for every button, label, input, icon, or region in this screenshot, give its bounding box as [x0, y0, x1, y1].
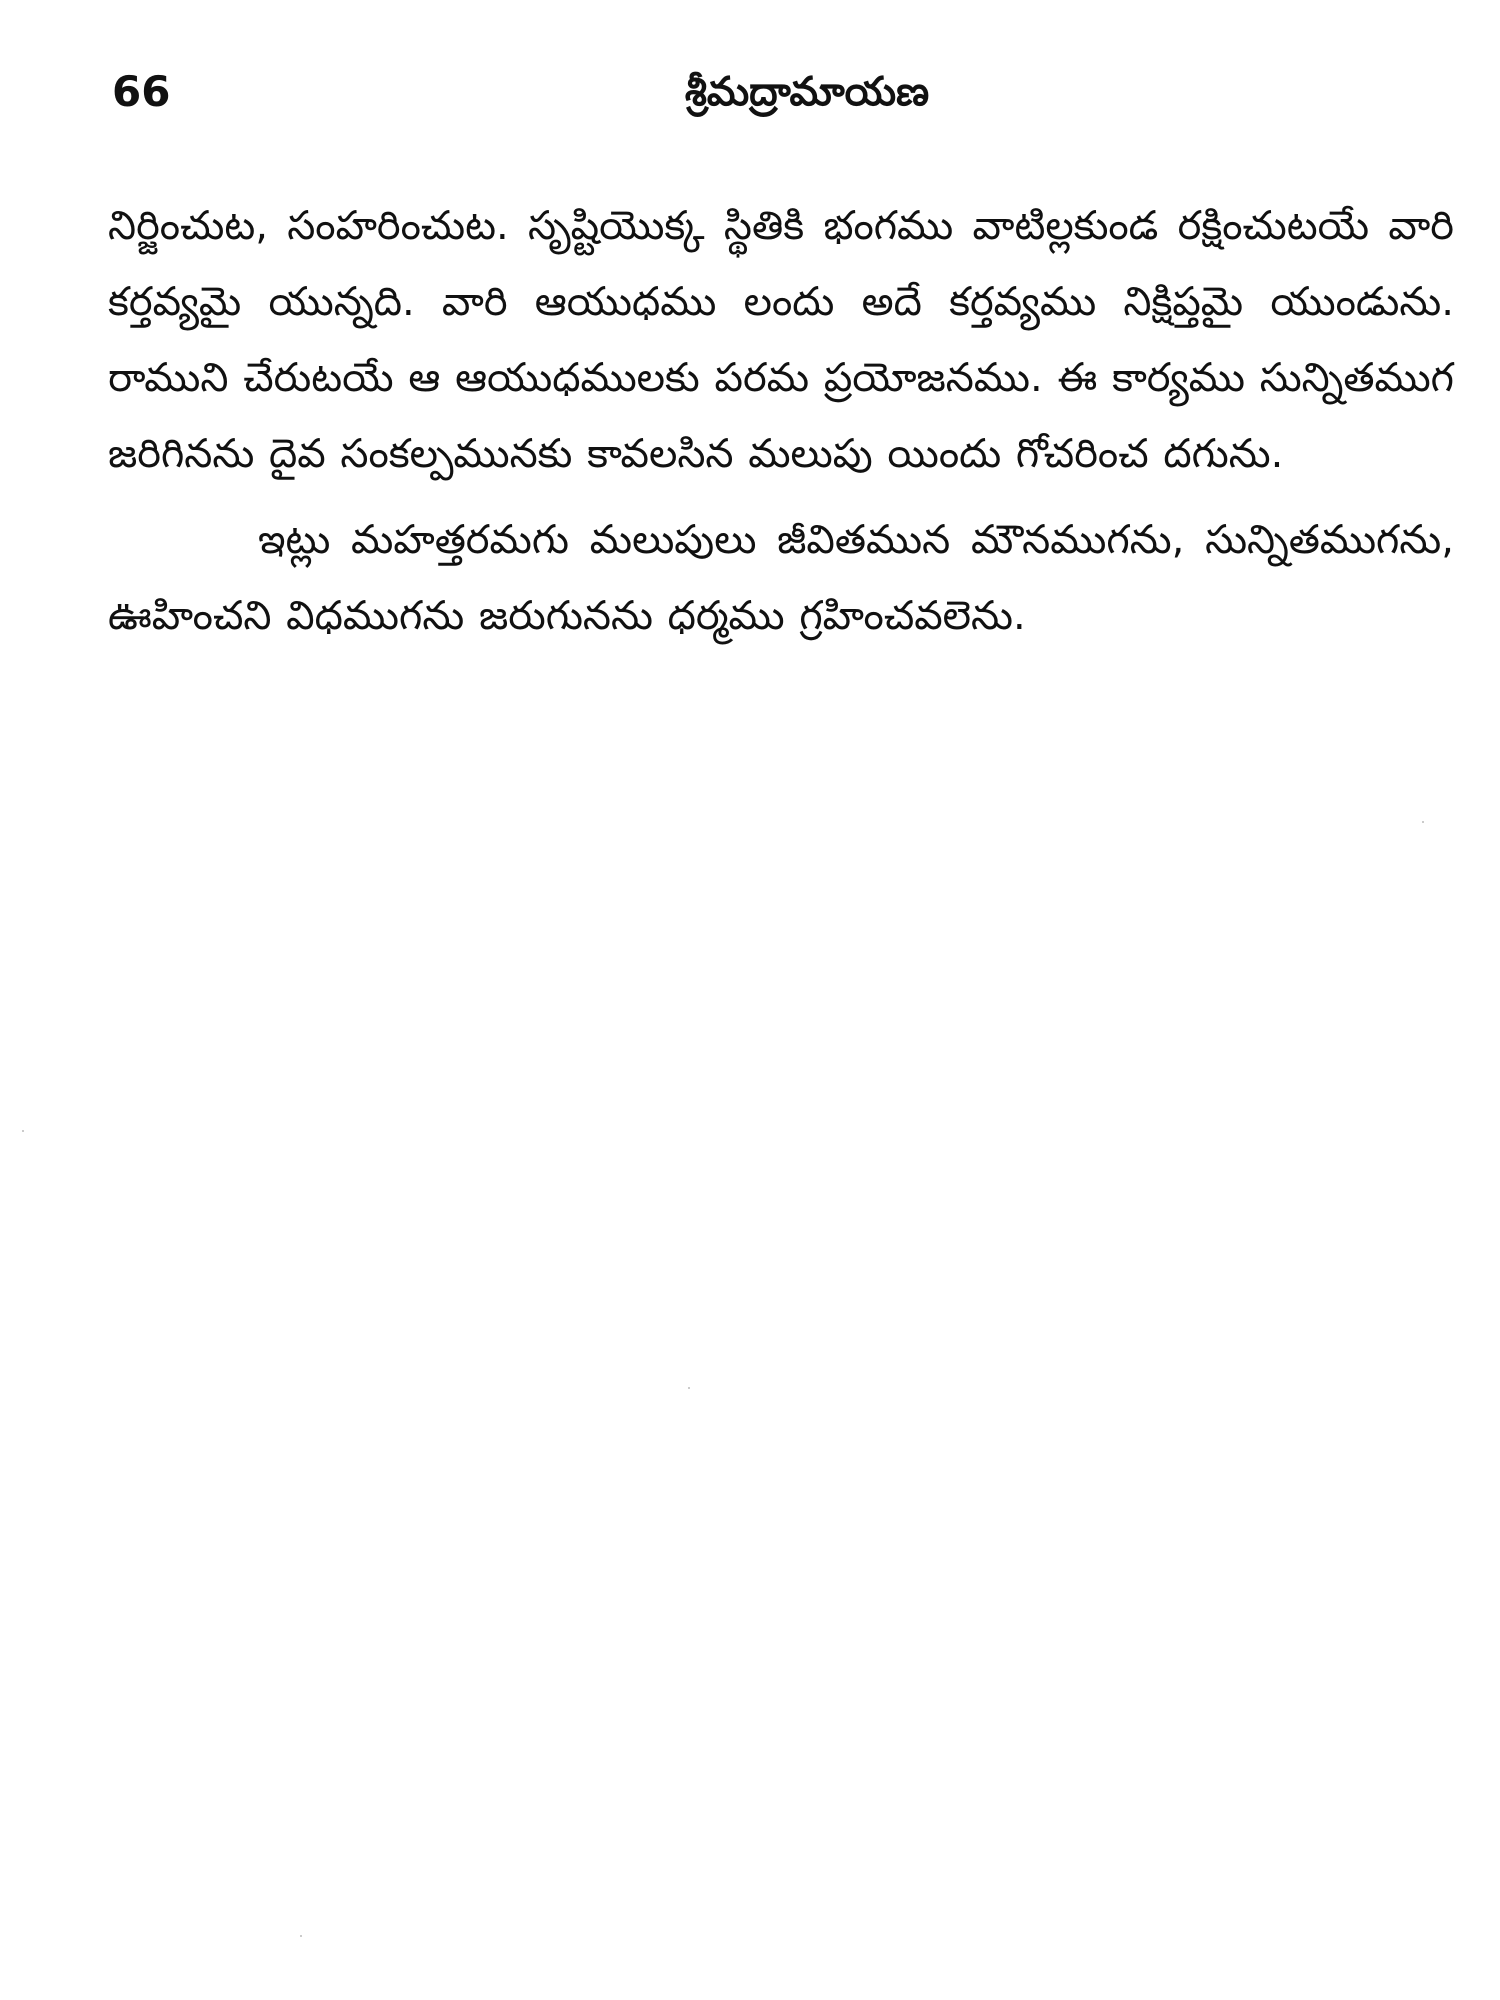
running-title: శ్రీమద్రామాయణ [684, 69, 930, 115]
scan-speck [688, 1387, 690, 1389]
paragraph-1: నిర్జించుట, సంహరించుట. సృష్టియొక్క స్థితికి భంగము వాటిల్లకుండ రక్షించుటయే వారి కర్తవ్యమై యున్నది. వారి ఆయుధము లందు అదే కర్తవ్యము నిక్షిప్తమై యుండును. రాముని చేరుటయే ఆ ఆయుధములకు పరమ ప్రయోజనము. ఈ కార్యము సున్నితముగ జరిగినను దైవ సంకల్పమునకు కావలసిన మలుపు యిందు గోచరించ దగును. [108, 203, 1454, 477]
scan-speck [1422, 821, 1424, 823]
paragraph-2: ఇట్లు మహత్తరమగు మలుపులు జీవితమున మౌనముగను, సున్నితముగను, ఊహించని విధముగను జరుగునను ధర్మము గ్రహించవలెను. [108, 517, 1454, 639]
scan-speck [300, 1935, 302, 1937]
page-header [112, 62, 1442, 132]
scan-speck [22, 1130, 24, 1132]
page-number: 66 [112, 67, 171, 116]
body-text [108, 188, 1454, 654]
